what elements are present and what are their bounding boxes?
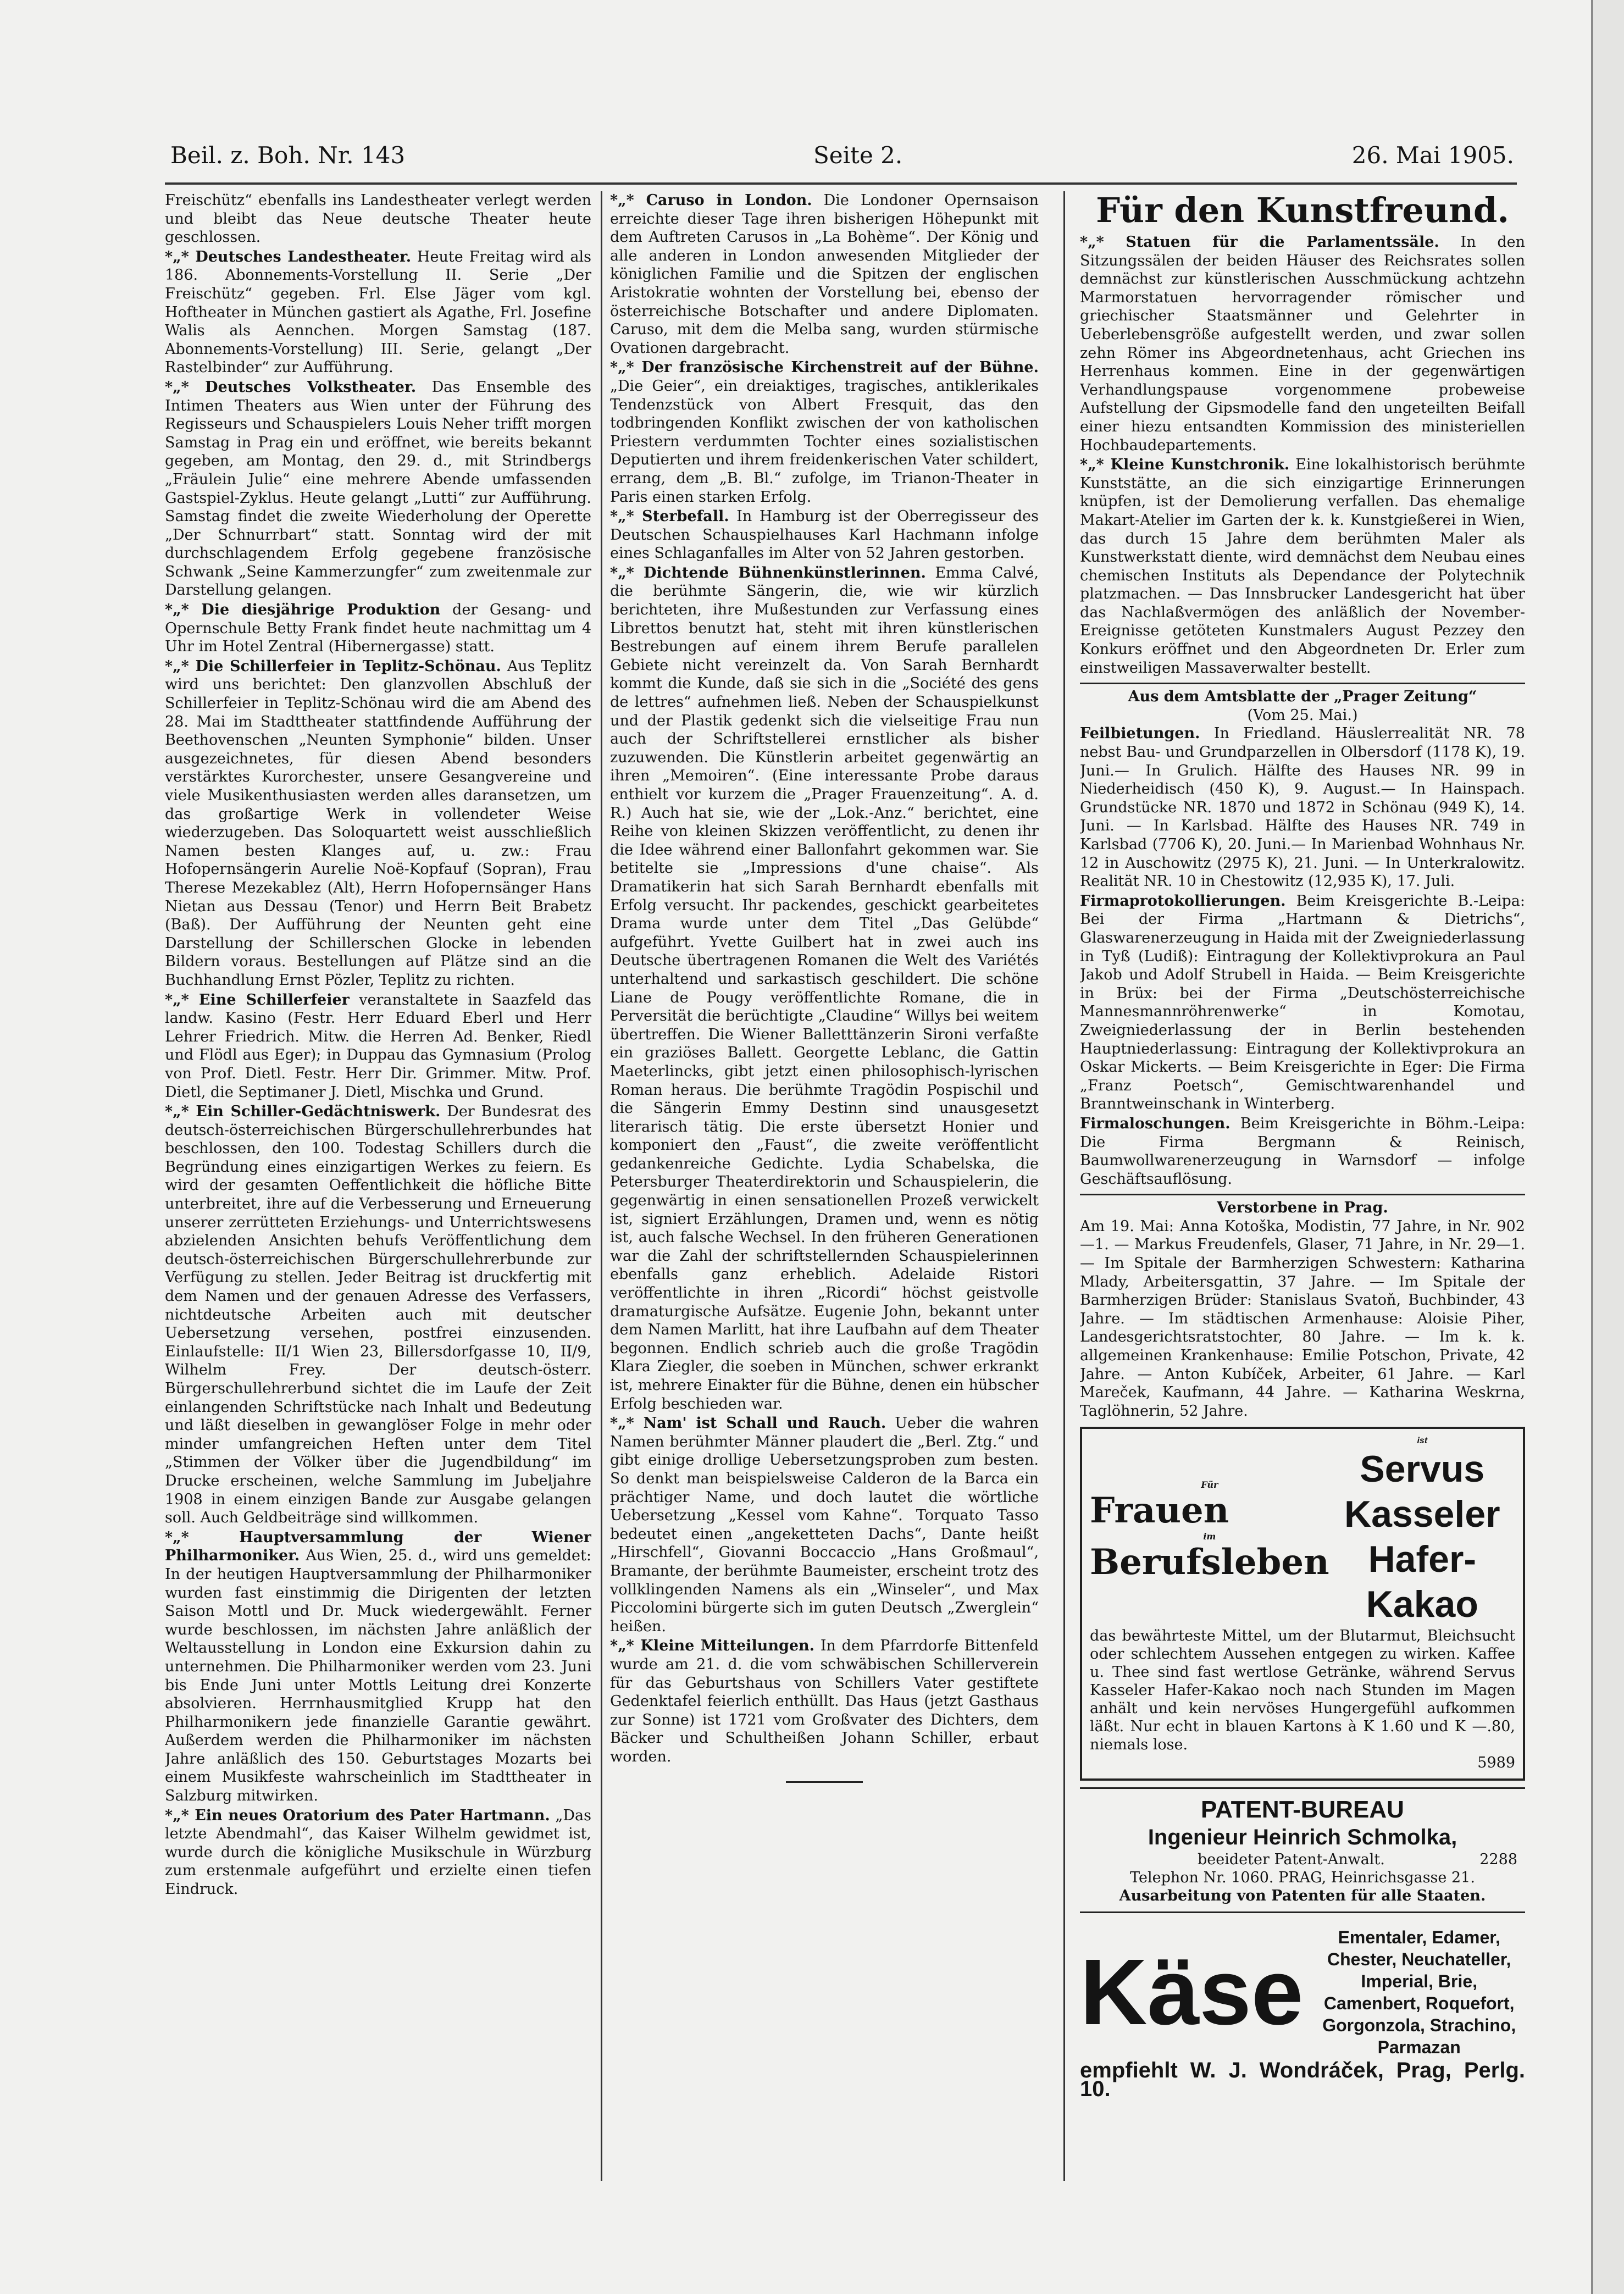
article	[165, 1102, 591, 1527]
article	[165, 1528, 591, 1805]
article	[165, 191, 591, 247]
ad-kase-list	[1313, 1926, 1525, 2058]
ad-kase-line: Camenbert, Roquefort,	[1323, 1993, 1515, 2014]
article-text: Ueber die wahren Namen berühmter Männer plaudert die „Berl. Ztg.“ und gibt einige drollige Uebersetzungsproben zum besten. So denkt man beispielsweise Calderon de la Barca ein prächtiger Name, und doch lautet die wörtliche Uebersetzung „Kessel vom Kahne“. Torquato Tasso bedeutet einen „angeketteten Dachs“, Dante heißt „Hirschfell“, Giovanni Boccaccio „Hans Großmaul“, Bramante, der berühmte Baumeister, erscheint trotz des vollklingenden Namens als ein „Winseler“, und Max Piccolomini bürgerte sich im guten Deutsch „Zwerglein“ heißen.	[610, 1415, 1039, 1635]
article-heading: *„* Ein neues Oratorium des Pater Hartmann.	[165, 1807, 550, 1824]
article-heading: *„* Sterbefall.	[610, 508, 729, 525]
ad-kakao-left	[1090, 1480, 1329, 1583]
column-divider-1	[601, 191, 602, 2181]
notice-heading: Firmaloschungen.	[1080, 1115, 1231, 1132]
ad-patent-title: PATENT-BUREAU	[1201, 1796, 1404, 1824]
kunst-article-heading: *„* Kleine Kunstchronik.	[1080, 456, 1290, 474]
article	[165, 1807, 591, 1899]
ad-patent-tag: Ausarbeitung von Patenten für alle Staaten.	[1119, 1887, 1486, 1905]
header-center: Seite 2.	[813, 142, 903, 169]
page-header	[170, 142, 1514, 180]
ad-kakao	[1080, 1427, 1525, 1781]
kunst-articles	[1080, 233, 1525, 677]
article-text: Aus Wien, 25. d., wird uns gemeldet: In der heutigen Hauptversammlung der Philharmoniker wurden fast einstimmig die Dirigenten der letzten Saison Mottl und Dr. Muck wiedergewählt. Ferner wurde beschlossen, im nächsten Jahre anläßlich der Weltausstellung in London eine Exkursion dahin zu unternehmen. Die Philharmoniker werden vom 23. Juni bis Ende Juni unter Mottls Leitung drei Konzerte absolvieren. Herrnhausmitglied Krupp hat den Philharmonikern jede finanzielle Garantie gewährt. Außerdem werden die Philharmoniker im nächsten Jahre anläßlich des 150. Geburtstages Mozarts bei einem Musikfeste wahrscheinlich im Stadttheater in Salzburg mitwirken.	[165, 1547, 591, 1805]
article	[165, 378, 591, 600]
end-rule	[786, 1781, 863, 1783]
notice-heading: Firmaprotokollierungen.	[1080, 892, 1286, 910]
article-text: „Das letzte Abendmahl“, das Kaiser Wilhelm gewidmet ist, wurde durch die königliche Musikschule in Würzburg zum erstenmale aufgeführt und erzielte einen tiefen Eindruck.	[165, 1807, 591, 1898]
article-heading: *„* Deutsches Landestheater.	[165, 248, 412, 265]
article-heading: *„* Der französische Kirchenstreit auf der Bühne.	[610, 359, 1039, 376]
amtsblatt-notices	[1080, 724, 1525, 1188]
ad-patent-sub-row	[1088, 1850, 1517, 1869]
article	[165, 248, 591, 377]
article-heading: *„* Deutsches Volkstheater.	[165, 378, 417, 396]
article	[610, 191, 1039, 357]
ad-kakao-small-1: Für	[1201, 1480, 1218, 1490]
article	[165, 991, 591, 1102]
article	[610, 1637, 1039, 1766]
kunst-article-text: Eine lokalhistorisch berühmte Kunststätte, an die sich einzigartige Erinnerungen knüpfen, ist der Demolierung verfallen. Das ehemalige Makart-Atelier im Garten der k. k. Kunstgießerei in Wien, das durch 15 Jahre dem berühmten Maler als Kunstwerkstatt diente, wird demnächst dem Neubau eines chemischen Instituts als Dependance der Polytechnik platzmachen. — Das Innsbrucker Landesgericht hat über das Nachlaßvermögen des anläßlich der November-Ereignisse getöteten Kunstmalers August Pezzey den Konkurs eröffnet und den Abgeordneten Dr. Erler zum einstweiligen Massaverwalter bestellt.	[1080, 456, 1525, 677]
article	[165, 601, 591, 656]
ad-kakao-head	[1090, 1436, 1515, 1627]
amtsblatt-title: Aus dem Amtsblatte der „Prager Zeitung“	[1080, 683, 1525, 706]
article	[610, 1414, 1039, 1636]
page-edge	[1591, 0, 1624, 2294]
article-text: In Hamburg ist der Oberregisseur des Deutschen Schauspielhauses Karl Hachmann infolge eines Schlaganfalles im Alter von 52 Jahren gestorben.	[610, 508, 1039, 562]
article-text: Heute Freitag wird als 186. Abonnements-Vorstellung II. Serie „Der Freischütz“ gegeben. Frl. Else Jäger vom kgl. Hoftheater in München gastiert als Agathe, Frl. Josefine Walis als Aennchen. Morgen Samstag (187. Abonnements-Vorstellung) III. Serie, gelangt „Der Rastelbinder“ zur Aufführung.	[165, 248, 591, 376]
ad-kakao-small-3: ist	[1417, 1436, 1428, 1446]
ad-kase-line: Gorgonzola, Strachino,	[1322, 2015, 1516, 2036]
notice-text: Beim Kreisgerichte B.-Leipa: Bei der Firma „Hartmann & Dietrichs“, Glaswarenerzeugung in Haida mit der Zweigniederlassung in Tyß (Ludiß): Eintragung der Kollektivprokura an Paul Jakob und Adolf Strubell in Haida. — Beim Kreisgerichte in Brüx: bei der Firma „Deutschösterreichische Mannesmannröhrenwerke“ in Komotau, Zweigniederlassung der in Berlin bestehenden Hauptniederlassung: Eintragung der Kollektivprokura an Oskar Mickerts. — Beim Kreisgerichte in Eger: Die Firma „Franz Poetsch“, Gemischtwarenhandel und Branntweinschank in Winterberg.	[1080, 892, 1525, 1113]
ad-patent-sub: beeideter Patent-Anwalt.	[1198, 1851, 1385, 1869]
header-right: 26. Mai 1905.	[1351, 142, 1514, 169]
ad-patent-code: 2288	[1479, 1851, 1517, 1869]
article-text: veranstaltete in Saazfeld das landw. Kasino (Festr. Herr Eduard Eberl und Herr Lehrer Friedrich. Mitw. die Herren Ad. Benker, Riedl und Flödl aus Eger); in Duppau das Gymnasium (Prolog von Prof. Dietl. Festr. Herr Dir. Grimmer. Mitw. Prof. Dietl, die Septimaner J. Dietl, Mischka und Grund.	[165, 991, 591, 1101]
column-1	[165, 191, 591, 2175]
kunst-article-heading: *„* Statuen für die Parlamentssäle.	[1080, 234, 1439, 251]
column-divider-2	[1063, 191, 1065, 2181]
ad-kakao-left-1: Frauen	[1090, 1490, 1229, 1532]
deaths-text: Am 19. Mai: Anna Kotoška, Modistin, 77 Jahre, in Nr. 902—1. — Markus Freudenfels, Glaser, 71 Jahre, in Nr. 29—1. — Im Spitale der Barmherzigen Schwestern: Katharina Mlady, Arbeitersgattin, 37 Jahre. — Im Spitale der Barmherzigen Brüder: Stanislaus Svatoň, Buchbinder, 43 Jahre. — Im städtischen Armenhause: Aloisie Piher, Landesgerichtsratstochter, 80 Jahre. — Im k. k. allgemeinen Krankenhause: Emilie Potschon, Private, 42 Jahre. — Anton Kubíček, Arbeiter, 61 Jahre. — Karl Mareček, Kaufmann, 44 Jahre. — Katharina Weskrna, Taglöhnerin, 52 Jahre.	[1080, 1217, 1525, 1420]
article-heading: *„* Nam' ist Schall und Rauch.	[610, 1415, 886, 1432]
article	[610, 358, 1039, 506]
kunst-article-text: In den Sitzungssälen der beiden Häuser des Reichsrates sollen demnächst zur künstlerischen Ausschmückung achtzehn Marmorstatuen hervorragender römischer und griechischer Staatsmänner und Gelehrter in Ueberlebensgröße aufgestellt werden, und zwar sollen zehn Römer ins Abgeordnetenhaus, acht Griechen ins Herrenhaus kommen. Eine in der gegenwärtigen Verhandlungspause vorgenommene probeweise Aufstellung der Gipsmodelle fand den ungeteilten Beifall einer hiezu entsandten Kommission des ministeriellen Hochbaudepartements.	[1080, 234, 1525, 454]
notice-text: Beim Kreisgerichte in Böhm.-Leipa: Die Firma Bergmann & Reinisch, Baumwollwarenerzeugung in Warnsdorf — infolge Geschäftsauflösung.	[1080, 1115, 1525, 1188]
article-text: Die Londoner Opernsaison erreichte dieser Tage ihren bisherigen Höhepunkt mit dem Auftreten Carusos in „La Bohème“. Der König und alle anderen in London anwesenden Mitglieder der königlichen Familie und die Spitzen der englischen Aristokratie wohnten der Vorstellung bei, ebenso der österreichische Botschafter und andere Diplomaten. Caruso, mit dem die Melba sang, wurden stürmische Ovationen dargebracht.	[610, 192, 1039, 357]
article-heading: *„* Dichtende Bühnenkünstlerinnen.	[610, 564, 926, 581]
header-rule	[165, 182, 1517, 185]
ad-patent-name: Ingenieur Heinrich Schmolka,	[1148, 1825, 1457, 1850]
article-heading: *„* Eine Schillerfeier	[165, 991, 350, 1009]
ad-kakao-brand-1: Servus Kasseler	[1344, 1448, 1500, 1536]
ad-kase-big: Käse	[1080, 1940, 1304, 2045]
ad-kase	[1080, 1920, 1525, 2105]
kunst-article	[1080, 456, 1525, 677]
column-2	[610, 191, 1039, 2175]
article	[610, 564, 1039, 1413]
notice-text: In Friedland. Häuslerrealität NR. 78 nebst Bau- und Grundparzellen in Olbersdorf (1178 K), 19. Juni.— In Grulich. Hälfte des Hauses NR. 99 in Niederheidisch (450 K), 9. August.— In Hainspach. Grundstücke NR. 1870 und 1872 in Schönau (949 K), 14. Juni. — In Karlsbad. Hälfte des Hauses NR. 749 in Karlsbad (7706 K), 20. Juni.— In Marienbad Wohnhaus Nr. 12 in Auschowitz (2975 K), 21. Juni. — In Unterkralowitz. Realität NR. 10 in Chestowitz (12,935 K), 17. Juli.	[1080, 725, 1525, 890]
kunst-article	[1080, 233, 1525, 455]
article-text: Freischütz“ ebenfalls ins Landestheater verlegt werden und bleibt das Neue deutsche Theater heute geschlossen.	[165, 192, 591, 246]
amtsblatt-date: (Vom 25. Mai.)	[1247, 706, 1358, 724]
ad-kakao-text: das bewährteste Mittel, um der Blutarmut, Bleichsucht oder schlechtem Aussehen entgegen zu wirken. Kaffee u. Thee sind fast wertlose Getränke, während Servus Kasseler Hafer-Kakao noch nach Stunden im Magen anhält und kein nervöses Hungergefühl aufkommen läßt. Nur echt in blauen Kartons à K 1.60 und K —.80, niemals lose.	[1090, 1627, 1515, 1754]
article-text: „Die Geier“, ein dreiaktiges, tragisches, antiklerikales Tendenzstück von Albert Fresquit, das den todbringenden Konflikt zwischen der von katholischen Priestern verdummten Tochter eines sozialistischen Deputierten und ihrem freidenkerischen Vater schildert, errang, dem „B. Bl.“ zufolge, im Trianon-Theater in Paris einen starken Erfolg.	[610, 377, 1039, 506]
notice	[1080, 724, 1525, 890]
column-3	[1080, 191, 1525, 2214]
ad-kakao-brand-2: Hafer-Kakao	[1366, 1538, 1478, 1626]
ad-kakao-left-2: Berufsleben	[1090, 1542, 1329, 1583]
article-heading: *„* Caruso in London.	[610, 192, 812, 209]
deaths-title: Verstorbene in Prag.	[1080, 1194, 1525, 1217]
article	[165, 657, 591, 990]
notice-heading: Feilbietungen.	[1080, 725, 1200, 742]
article-text: Emma Calvé, die berühmte Sängerin, die, wie wir kürzlich berichteten, ihre Mußestunden zur Verfassung eines Librettos benutzt hat, steht mit ihren künstlerischen Bestrebungen auf einem ihrem Berufe parallelen Gebiete nicht vereinzelt da. Von Sarah Bernhardt kommt die Kunde, daß sie sich in die „Société des gens de lettres“ aufnehmen ließ. Neben der Schauspielkunst und der Plastik gedenkt sich die vielseitige Frau nun auch der Schriftstellerei ernstlicher als bisher zuzuwenden. Die Künstlerin arbeitet gegenwärtig an ihren „Memoiren“. (Eine interessante Probe daraus enthielt vor kurzem die „Prager Frauenzeitung“. A. d. R.) Auch hat sie, wie der „Lok.-Anz.“ berichtet, eine Reihe von kleinen Skizzen veröffentlicht, zu denen ihr die Idee während einer Ballonfahrt gekommen war. Sie betitelte sie „Impressions d'une chaise“. Als Dramatikerin hat sich Sarah Bernhardt ebenfalls mit Erfolg versucht. Ihr packendes, geschickt gearbeitetes Drama wurde unter dem Titel „Das Gelübde“ aufgeführt. Yvette Guilbert hat in zwei auch ins Deutsche übertragenen Romanen die Welt des Variétés unterhaltend und sarkastisch geschildert. Die schöne Liane de Pougy veröffentlichte Romane, die in Perversität die berüchtigte „Claudine“ Willys bei weitem übertreffen. Die Wiener Balletttänzerin Sironi verfaßte ein graziöses Ballett. Georgette Leblanc, die Gattin Maeterlincks, gibt jetzt einen philosophisch-lyrischen Roman heraus. Die berühmte Tragödin Pospischil und die Sängerin Emmy Destinn sind unausgesetzt literarisch tätig. Die erste übersetzt Honier und komponiert den „Faust“, die zweite veröffentlicht gedankenreiche Gedichte. Lydia Schabelska, die Petersburger Theaterdirektorin und Schauspielerin, die gegenwärtig in einen sensationellen Prozeß verwickelt ist, signiert Erzählungen, Dramen und, wenn es nötig ist, auch falsche Wechsel. In den früheren Generationen war die Zahl der schriftstellernden Schauspielerinnen ebenfalls ganz erheblich. Adelaide Ristori veröffentlichte in ihren „Ricordi“ höchst geistvolle dramaturgische Aufsätze. Eugenie John, bekannt unter dem Namen Marlitt, hat ihre Laufbahn auf dem Theater begonnen. Endlich schrieb auch die große Tragödin Klara Ziegler, die soeben in München, schwer erkrankt ist, mehrere Einakter für die Bühne, denen ein hübscher Erfolg beschieden war.	[610, 564, 1039, 1412]
article-text: Der Bundesrat des deutsch-österreichischen Bürgerschullehrerbundes hat beschlossen, den 100. Todestag Schillers durch die Begründung eines einzigartigen Werkes zu feiern. Es wird der gesamten Oeffentlichkeit die höfliche Bitte unterbreitet, ihre auf die Verbesserung und Erneuerung unserer zerrütteten Erziehungs- und Unterrichtswesens abzielenden Ansichten behufs Veröffentlichung dem deutsch-österreichischen Bürgerschullehrerbunde zur Verfügung zu stellen. Jeder Beitrag ist druckfertig mit dem Namen und der genauen Adresse des Verfassers, nichtdeutsche Arbeiten auch mit deutscher Uebersetzung versehen, postfrei einzusenden. Einlaufstelle: II/1 Wien 23, Billersdorfgasse 10, II/9, Wilhelm Frey. Der deutsch-österr. Bürgerschullehrerbund sichtet die im Laufe der Zeit einlangenden Schriftstücke nach Inhalt und Bedeutung und läßt dieselben in gewanglöser Folge in mehr oder minder umfangreichen Heften unter dem Titel „Stimmen der Völker über die Jugendbildung“ im Drucke erscheinen, welche Sammlung im Jubeljahre 1908 in einem einzigen Bande zur Ausgabe gelangen soll. Auch Geldbeiträge sind willkommen.	[165, 1103, 591, 1527]
article-heading: *„* Ein Schiller-Gedächtniswerk.	[165, 1103, 441, 1121]
article-heading: *„* Die Schillerfeier in Teplitz-Schönau.	[165, 657, 501, 675]
ad-kase-line: Chester, Neuchateller,	[1327, 1949, 1511, 1970]
ad-kakao-right	[1329, 1436, 1515, 1627]
header-left: Beil. z. Boh. Nr. 143	[170, 142, 406, 169]
notice	[1080, 892, 1525, 1113]
article-text: In dem Pfarrdorfe Bittenfeld wurde am 21. d. die vom schwäbischen Schillerverein für das Geburtshaus von Schillers Vater gestiftete Gedenktafel feierlich enthüllt. Das Haus (jetzt Gasthaus zur Sonne) ist 1721 vom Großvater des Dichters, dem Bäcker und Schultheißen Johann Schiller, erbaut worden.	[610, 1637, 1039, 1765]
ad-kakao-code: 5989	[1477, 1754, 1515, 1772]
article	[610, 507, 1039, 563]
ad-kase-line: Parmazan	[1377, 2037, 1461, 2058]
ad-patent-phone: Telephon Nr. 1060. PRAG, Heinrichsgasse 21.	[1130, 1869, 1475, 1887]
section-title: Für den Kunstfreund.	[1096, 191, 1509, 230]
article-heading: *„* Die diesjährige Produktion	[165, 601, 441, 619]
notice	[1080, 1115, 1525, 1188]
ad-kase-line: Imperial, Brie,	[1361, 1971, 1478, 1992]
article-heading: *„* Kleine Mitteilungen.	[610, 1637, 815, 1655]
ad-kase-line: Ementaler, Edamer,	[1338, 1927, 1500, 1948]
ad-patent	[1080, 1787, 1525, 1913]
article-heading: *„* Hauptversammlung der Wiener Philharmoniker.	[165, 1528, 591, 1565]
ad-kakao-small-2: im	[1203, 1531, 1216, 1542]
ad-kase-foot: empfiehlt W. J. Wondráček, Prag, Perlg. 10.	[1080, 2058, 1525, 2101]
article-text: Aus Teplitz wird uns berichtet: Den glanzvollen Abschluß der Schillerfeier in Teplitz-Schönau wird die am Abend des 28. Mai im Stadttheater stattfindende Aufführung der Beethovenschen „Neunten Symphonie“ bilden. Unser ausgezeichnetes, für diesen Abend besonders verstärktes Kurorchester, unsere Gesangvereine und viele Musikenthusiasten werden alles daransetzen, um das großartige Werk in vollendeter Weise wiederzugeben. Das Soloquartett weist ausschließlich Namen besten Klanges auf, u. zw.: Frau Hofopernsängerin Aurelie Noë-Kopfauf (Sopran), Frau Therese Mezekablez (Alt), Herrn Hofopernsänger Hans Nietan aus Dessau (Tenor) und Herrn Beit Brabetz (Baß). Der Aufführung der Neunten geht eine Darstellung der Schillerschen Glocke in lebenden Bildern voraus. Bestellungen auf Plätze sind an die Buchhandlung Ernst Pözler, Teplitz zu richten.	[165, 657, 591, 989]
article-text: der Gesang- und Opernschule Betty Frank findet heute nachmittag um 4 Uhr im Hotel Zentral (Hibernergasse) statt.	[165, 601, 591, 656]
ad-kase-head	[1080, 1926, 1525, 2058]
article-text: Das Ensemble des Intimen Theaters aus Wien unter der Führung des Regisseurs und Schauspielers Louis Neher trifft morgen Samstag in Prag ein und eröffnet, wie bereits bekannt gegeben, am Montag, den 29. d., mit Strindbergs „Fräulein Julie“ eine mehrere Abende umfassenden Gastspiel-Zyklus. Heute gelangt „Lutti“ zur Aufführung. Samstag findet die zweite Wiederholung der Operette „Der Schnurrbart“ statt. Sonntag wird der mit durchschlagendem Erfolg gegebene französische Schwank „Seine Kammerzungfer“ zum zweitenmale zur Darstellung gelangen.	[165, 378, 591, 599]
